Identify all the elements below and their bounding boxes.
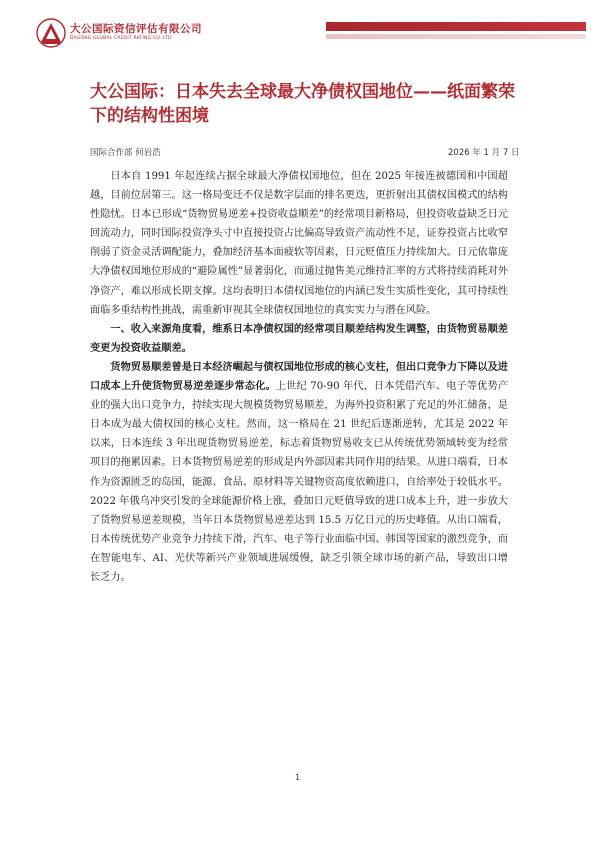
section-heading-1: 一、收入来源角度看，维系日本净债权国的经常项目顺差结构发生调整，由货物贸易顺差变更为投资收益顺差。 [90,323,508,354]
dagong-logo-icon [36,18,66,48]
company-name-en: DAGONG GLOBAL CREDIT RATING CO.,LTD [70,36,172,41]
author-line: 国际合作部 何岩浩 [90,148,161,158]
page-header [0,0,595,58]
header-decorative-bar [326,22,586,31]
body-paragraph-2 [90,358,508,587]
publish-date: 2026 年 1 月 7 日 [448,148,520,158]
article-title: 大公国际：日本失去全球最大净债权国地位——纸面繁荣下的结构性困境 [90,82,515,126]
paragraph-rest: 上世纪 70-90 年代，日本凭借汽车、电子等优势产业的强大出口竞争力，持续实现大规模货物贸易顺差，为海外投资积累了充足的外汇储备，是日本成为最大债权国的核心支柱。然而，这一格局在 21 世纪后逐渐逆转，尤其是 2022 年以来，日本连续 3 年出现货物贸易逆差，标志着货物贸易收支已从传统优势领域转变为经常项目的拖累因素。日本货物贸易逆差的形成是内外部因素共同作用的结果。从进口端看，日本作为资源匮乏的岛国，能源、食品、原材料等关键物资高度依赖进口，自给率处于较低水平。2022 年俄乌冲突引发的全球能源价格上涨，叠加日元贬值导致的进口成本上升，进一步放大了货物贸易逆差规模，当年日本货物贸易逆差达到 15.5 万亿日元的历史峰值。从出口端看，日本传统优势产业竞争力持续下滑，汽车、电子等行业面临中国、韩国等国家的激烈竞争，而在智能电车、AI、光伏等新兴产业领域进展缓慢，缺乏引领全球市场的新产品，导致出口增长乏力。 [90,381,509,583]
body-paragraph-intro: 日本自 1991 年起连续占据全球最大净债权国地位，但在 2025 年接连被德国和中国超越，目前位居第三。这一格局变迁不仅是数字层面的排名更迭，更折射出其债权国模式的结构性隐忧。日本已形成“货物贸易逆差+投资收益顺差”的经常项目新格局，但投资收益缺乏日元回流动力，同时国际投资净头寸中直接投资占比偏高导致资产流动性不足，证券投资占比收窄削弱了资金灵活调配能力，叠加经济基本面疲软等因素，日元贬值压力持续加大。日元依靠庞大净债权国地位形成的“避险属性”显著弱化，而通过抛售美元维持汇率的方式将持续消耗对外净资产，难以形成长期支撑。这均表明日本债权国地位的内涵已发生实质性变化，其可持续性面临多重结构性挑战，需重新审视其全球债权国地位的真实实力与潜在风险。 [90,171,508,316]
company-name-cn: 大公国际资信评估有限公司 [70,23,202,35]
article-body [90,167,508,587]
paragraph-lead-bold: 货物贸易顺差曾是日本经济崛起与债权国地位形成的核心支柱，但出口竞争力下降以及进口成本上升使货物贸易逆差逐步常态化。 [90,361,508,393]
page-number: 1 [294,773,301,782]
header-decorative-bar-light [326,34,586,39]
